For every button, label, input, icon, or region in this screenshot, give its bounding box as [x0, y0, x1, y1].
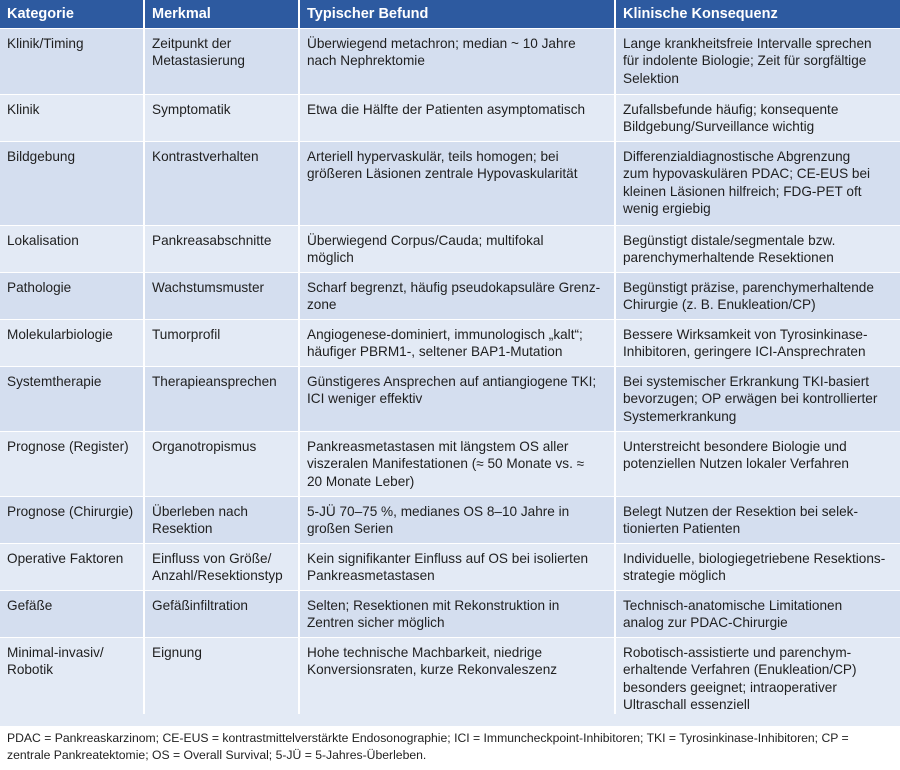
cell-merkmal: Wachstumsmuster — [144, 272, 299, 319]
table-row — [0, 225, 900, 272]
table-row — [0, 94, 900, 141]
cell-kategorie: Systemtherapie — [0, 366, 144, 431]
table-row — [0, 319, 900, 366]
cell-befund: Scharf begrenzt, häufig pseudokapsuläre Grenz- zone — [299, 272, 615, 319]
cell-befund: 5-JÜ 70–75 %, medianes OS 8–10 Jahre in großen Serien — [299, 496, 615, 543]
cell-konsequenz: Bessere Wirksamkeit von Tyrosinkinase- Inhibitoren, geringere ICI-Ansprechraten — [615, 319, 900, 366]
cell-befund: Überwiegend Corpus/Cauda; multifokal möglich — [299, 225, 615, 272]
table-row — [0, 431, 900, 496]
cell-merkmal: Organotropismus — [144, 431, 299, 496]
cell-merkmal: Symptomatik — [144, 94, 299, 141]
table-row — [0, 543, 900, 590]
table-row — [0, 496, 900, 543]
cell-konsequenz: Individuelle, biologiegetriebene Resektions- strategie möglich — [615, 543, 900, 590]
cell-konsequenz: Robotisch-assistierte und parenchym- erhaltende Verfahren (Enukleation/CP) besonders geeignet; intraoperativer Ultraschall essenziell — [615, 637, 900, 714]
cell-konsequenz: Zufallsbefunde häufig; konsequente Bildgebung/Surveillance wichtig — [615, 94, 900, 141]
cell-kategorie: Gefäße — [0, 590, 144, 637]
header-klinische-konsequenz: Klinische Konsequenz — [615, 0, 900, 28]
cell-konsequenz: Technisch-anatomische Limitationen analog zur PDAC-Chirurgie — [615, 590, 900, 637]
table-row — [0, 637, 900, 714]
cell-merkmal: Therapieansprechen — [144, 366, 299, 431]
cell-merkmal: Eignung — [144, 637, 299, 714]
cell-befund: Etwa die Hälfte der Patienten asymptomatisch — [299, 94, 615, 141]
cell-merkmal: Tumorprofil — [144, 319, 299, 366]
table-row — [0, 366, 900, 431]
cell-merkmal: Gefäßinfiltration — [144, 590, 299, 637]
table-header — [0, 0, 900, 28]
cell-konsequenz: Begünstigt präzise, parenchymerhaltende Chirurgie (z. B. Enukleation/CP) — [615, 272, 900, 319]
cell-kategorie: Operative Faktoren — [0, 543, 144, 590]
cell-konsequenz: Bei systemischer Erkrankung TKI-basiert bevorzugen; OP erwägen bei kontrollierter Systemerkrankung — [615, 366, 900, 431]
header-typischer-befund: Typischer Befund — [299, 0, 615, 28]
header-merkmal: Merkmal — [144, 0, 299, 28]
cell-befund: Arteriell hypervaskulär, teils homogen; bei größeren Läsionen zentrale Hypovaskularität — [299, 141, 615, 225]
cell-kategorie: Prognose (Chirurgie) — [0, 496, 144, 543]
cell-merkmal: Überleben nach Resektion — [144, 496, 299, 543]
cell-befund: Überwiegend metachron; median ~ 10 Jahre nach Nephrektomie — [299, 28, 615, 94]
cell-merkmal: Kontrastverhalten — [144, 141, 299, 225]
cell-kategorie: Pathologie — [0, 272, 144, 319]
cell-kategorie: Molekularbiologie — [0, 319, 144, 366]
cell-konsequenz: Differenzialdiagnostische Abgrenzung zum hypovaskulären PDAC; CE-EUS bei kleinen Läsionen hilfreich; FDG-PET oft wenig ergiebig — [615, 141, 900, 225]
cell-kategorie: Minimal-invasiv/ Robotik — [0, 637, 144, 714]
cell-kategorie: Klinik/Timing — [0, 28, 144, 94]
cell-merkmal: Zeitpunkt der Metastasierung — [144, 28, 299, 94]
cell-befund: Angiogenese-dominiert, immunologisch „kalt“; häufiger PBRM1-, seltener BAP1-Mutation — [299, 319, 615, 366]
cell-kategorie: Klinik — [0, 94, 144, 141]
cell-konsequenz: Belegt Nutzen der Resektion bei selek- tionierten Patienten — [615, 496, 900, 543]
cell-konsequenz: Begünstigt distale/segmentale bzw. parenchymerhaltende Resektionen — [615, 225, 900, 272]
cell-konsequenz: Unterstreicht besondere Biologie und potenziellen Nutzen lokaler Verfahren — [615, 431, 900, 496]
cell-befund: Hohe technische Machbarkeit, niedrige Konversionsraten, kurze Rekonvaleszenz — [299, 637, 615, 714]
table-row — [0, 141, 900, 225]
cell-befund: Selten; Resektionen mit Rekonstruktion in Zentren sicher möglich — [299, 590, 615, 637]
cell-merkmal: Einfluss von Größe/ Anzahl/Resektionstyp — [144, 543, 299, 590]
cell-kategorie: Lokalisation — [0, 225, 144, 272]
cell-befund: Kein signifikanter Einfluss auf OS bei isolierten Pankreasmetastasen — [299, 543, 615, 590]
table-row — [0, 28, 900, 94]
table-footnote: PDAC = Pankreaskarzinom; CE-EUS = kontrastmittelverstärkte Endosonographie; ICI = Immuncheckpoint-Inhibitoren; TKI = Tyrosinkinase-Inhibitoren; CP = zentrale Pankreatektomie; OS = Overall Survival; 5-JÜ = 5-Jahres-Überleben. — [0, 726, 900, 770]
table-body — [0, 28, 900, 714]
cell-merkmal: Pankreasabschnitte — [144, 225, 299, 272]
table-row — [0, 272, 900, 319]
cell-kategorie: Bildgebung — [0, 141, 144, 225]
cell-kategorie: Prognose (Register) — [0, 431, 144, 496]
header-row — [0, 0, 900, 28]
cell-konsequenz: Lange krankheitsfreie Intervalle sprechen für indolente Biologie; Zeit für sorgfältige Selektion — [615, 28, 900, 94]
header-kategorie: Kategorie — [0, 0, 144, 28]
table-row — [0, 590, 900, 637]
cell-befund: Pankreasmetastasen mit längstem OS aller viszeralen Manifestationen (≈ 50 Monate vs. ≈ 20 Monate Leber) — [299, 431, 615, 496]
cell-befund: Günstigeres Ansprechen auf antiangiogene TKI; ICI weniger effektiv — [299, 366, 615, 431]
